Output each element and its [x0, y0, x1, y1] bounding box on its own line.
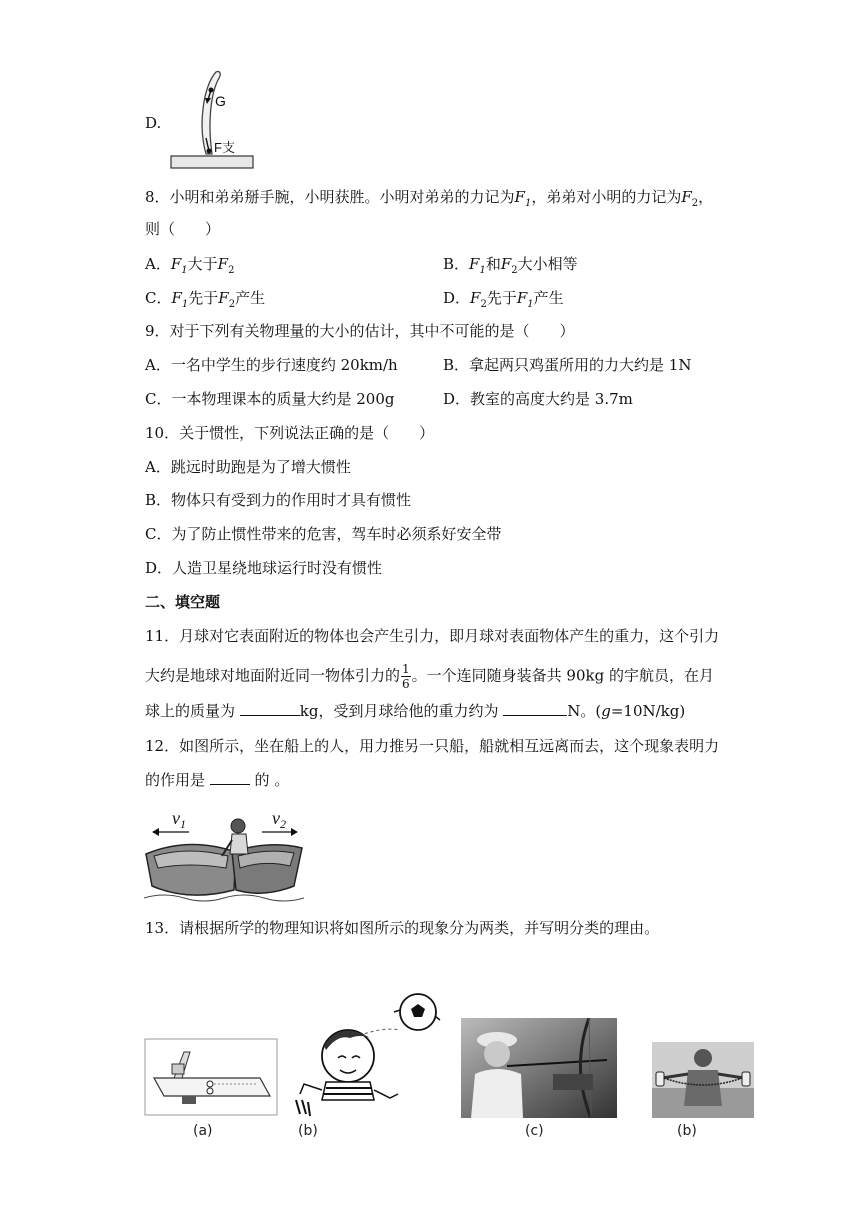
- person-head: [231, 819, 245, 833]
- section-title-fill-in: 二、填空题: [145, 593, 221, 611]
- gravity-label: G: [215, 93, 226, 109]
- q13-caption-c: (c): [525, 1123, 544, 1139]
- small-block: [172, 1064, 184, 1074]
- archer-face: [484, 1041, 510, 1067]
- q9-option-c: C．一本物理课本的质量大约是 200g: [145, 390, 395, 408]
- ball-2: [207, 1088, 213, 1094]
- boy-arm-left: [300, 1084, 322, 1094]
- q13-stem: 13．请根据所学的物理知识将如图所示的现象分为两类，并写明分类的理由。: [145, 919, 660, 937]
- q11-line1: 11．月球对它表面附近的物体也会产生引力，即月球对表面物体产生的重力，这个引力: [145, 627, 720, 645]
- person-head: [694, 1049, 712, 1067]
- q8-option-b: B．$F_1$和$F_2$大小相等: [443, 255, 578, 276]
- v1-label: $v_1$: [172, 808, 186, 831]
- q13-figure-c-archer: [461, 1018, 617, 1118]
- q13-caption-b1: (b): [298, 1123, 318, 1139]
- q10-stem: 10．关于惯性，下列说法正确的是（ ）: [145, 424, 435, 442]
- blank-gravity-on-moon[interactable]: [503, 701, 567, 716]
- ground-plate: [171, 156, 253, 168]
- left-boat-inner: [154, 851, 228, 868]
- v1-arrow-head: [152, 828, 159, 836]
- q13-figure-b-header: [290, 990, 450, 1118]
- q10-option-d: D．人造卫星绕地球运行时没有惯性: [145, 559, 383, 577]
- blank-mass-on-moon[interactable]: [240, 701, 300, 716]
- boy-arm-right: [374, 1090, 398, 1098]
- q13-caption-a: (a): [193, 1123, 213, 1139]
- boy-head: [322, 1030, 374, 1082]
- blank-force-interaction[interactable]: [210, 770, 250, 785]
- q10-option-c: C．为了防止惯性带来的危害，驾车时必须系好安全带: [145, 525, 502, 543]
- q11-line2: 大约是地球对地面附近同一物体引力的 $\frac{1}{6}$ 。一个连同随身装备共 90kg 的宇航员，在月: [145, 662, 714, 691]
- water-line: [144, 895, 304, 901]
- q8-option-a: A．$F_1$大于$F_2$: [145, 255, 235, 276]
- boy-glove: [296, 1100, 310, 1116]
- person-body: [230, 834, 248, 854]
- q12-line2: 的作用是 的 。: [145, 771, 290, 789]
- q10-option-b: B．物体只有受到力的作用时才具有惯性: [145, 491, 412, 509]
- v2-arrow-head: [291, 828, 298, 836]
- archer-body: [471, 1069, 523, 1118]
- q11-line3: 球上的质量为 kg，受到月球给他的重力约为 N。(g=10N/kg): [145, 702, 686, 720]
- q9-stem: 9．对于下列有关物理量的大小的估计，其中不可能的是（ ）: [145, 322, 575, 340]
- ball-1: [207, 1081, 213, 1087]
- expander-handle-right: [742, 1072, 750, 1086]
- support-force-label: F支: [214, 140, 235, 155]
- q7-option-d-label: D.: [145, 114, 162, 132]
- archer-hand: [553, 1074, 593, 1090]
- fraction-one-sixth: $\frac{1}{6}$: [402, 662, 410, 691]
- q8-stem-line2: 则（ ）: [145, 220, 221, 238]
- q8-option-d: D．$F_2$先于$F_1$产生: [443, 289, 564, 310]
- q12-boats-figure: [144, 806, 304, 906]
- q8-stem-line1: 8．小明和弟弟掰手腕，小明获胜。小明对弟弟的力记为$F_1$，弟弟对小明的力记为$F_2$，: [145, 188, 714, 209]
- q13-figure-a: [144, 1038, 278, 1116]
- q10-option-a: A．跳远时助跑是为了增大惯性: [145, 458, 351, 476]
- q13-figure-b-expander: [652, 1042, 754, 1118]
- q9-option-b: B．拿起两只鸡蛋所用的力大约是 1N: [443, 356, 692, 374]
- q7-figure-d: [168, 66, 258, 170]
- q13-caption-b2: (b): [677, 1123, 697, 1139]
- q9-option-a: A．一名中学生的步行速度约 20km/h: [145, 356, 398, 374]
- v2-label: $v_2$: [272, 808, 286, 831]
- boy-shirt: [322, 1082, 374, 1100]
- expander-handle-left: [656, 1072, 664, 1086]
- q9-option-d: D．教室的高度大约是 3.7m: [443, 390, 633, 408]
- magnet: [182, 1096, 196, 1104]
- q8-option-c: C．$F_1$先于$F_2$产生: [145, 289, 266, 310]
- person-torso: [684, 1070, 722, 1106]
- q12-line1: 12．如图所示，坐在船上的人，用力推另一只船，船就相互远离而去，这个现象表明力: [145, 737, 720, 755]
